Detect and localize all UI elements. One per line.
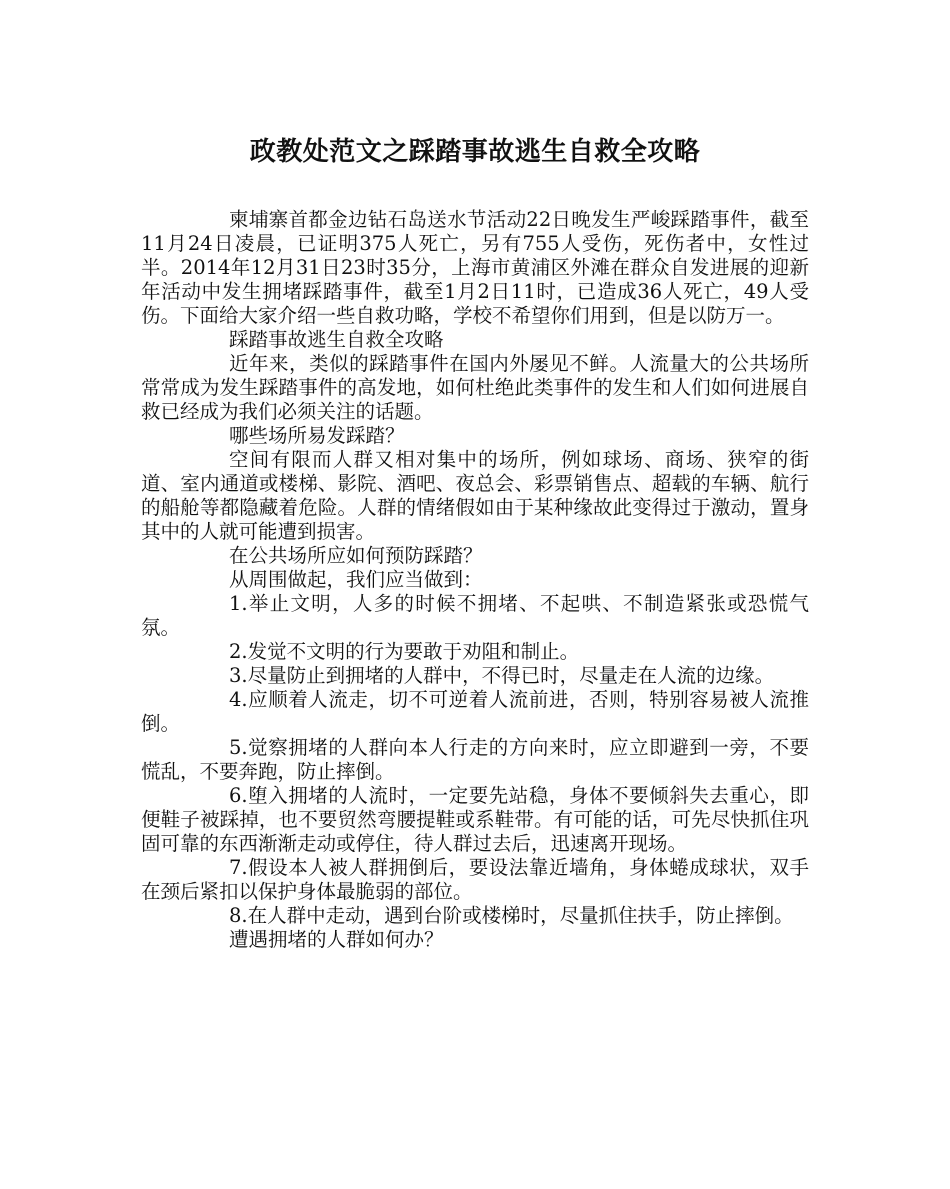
paragraph-places: 空间有限而人群又相对集中的场所，例如球场、商场、狭窄的街道、室内通道或楼梯、影院、酒吧、夜总会、彩票销售点、超载的车辆、航行的船舱等都隐藏着危险。人群的情绪假如由于某种缘故此变得过于激动，置身其中的人就可能遭到损害。 [141,448,809,543]
document-title: 政教处范文之踩踏事故逃生自救全攻略 [249,137,701,167]
list-item: 6.堕入拥堵的人流时，一定要先站稳，身体不要倾斜失去重心，即便鞋子被踩掉，也不要贸然弯腰提鞋或系鞋带。有可能的话，可先尽快抓住巩固可靠的东西渐渐走动或停住，待人群过去后，迅速离开现场。 [141,784,809,855]
section-heading-prevention: 在公共场所应如何预防踩踏？ [229,544,483,567]
list-item: 2.发觉不文明的行为要敢于劝阻和制止。 [229,640,580,663]
list-item: 3.尽量防止到拥堵的人群中，不得已时，尽量走在人流的边缘。 [229,664,775,687]
list-item: 8.在人群中走动，遇到台阶或楼梯时，尽量抓住扶手，防止摔倒。 [229,904,794,927]
list-item: 5.觉察拥堵的人群向本人行走的方向来时，应立即避到一旁，不要慌乱，不要奔跑，防止摔倒。 [141,736,809,783]
list-item: 7.假设本人被人群拥倒后，要设法靠近墙角，身体蜷成球状，双手在颈后紧扣以保护身体最脆弱的部位。 [141,856,809,903]
list-item: 1.举止文明，人多的时候不拥堵、不起哄、不制造紧张或恐慌气氛。 [141,592,809,639]
paragraph-prevention-intro: 从周围做起，我们应当做到： [229,568,483,591]
paragraph-intro: 柬埔寨首都金边钻石岛送水节活动22日晚发生严峻踩踏事件，截至11月24日凌晨，已证明375人死亡，另有755人受伤，死伤者中，女性过半。2014年12月31日23时35分，上海市黄浦区外滩在群众自发进展的迎新年活动中发生拥堵踩踏事件，截至1月2日11时，已造成36人死亡，49人受伤。下面给大家介绍一些自救功略，学校不希望你们用到，但是以防万一。 [141,208,809,327]
paragraph-overview: 近年来，类似的踩踏事件在国内外屡见不鲜。人流量大的公共场所常常成为发生踩踏事件的高发地，如何杜绝此类事件的发生和人们如何进展自救已经成为我们必须关注的话题。 [141,352,809,423]
section-heading-crowd: 遭遇拥堵的人群如何办？ [229,928,444,951]
section-heading-guide: 踩踏事故逃生自救全攻略 [229,328,444,351]
section-heading-places: 哪些场所易发踩踏？ [229,424,405,447]
list-item: 4.应顺着人流走，切不可逆着人流前进，否则，特别容易被人流推倒。 [141,688,809,735]
document-body [141,208,809,952]
